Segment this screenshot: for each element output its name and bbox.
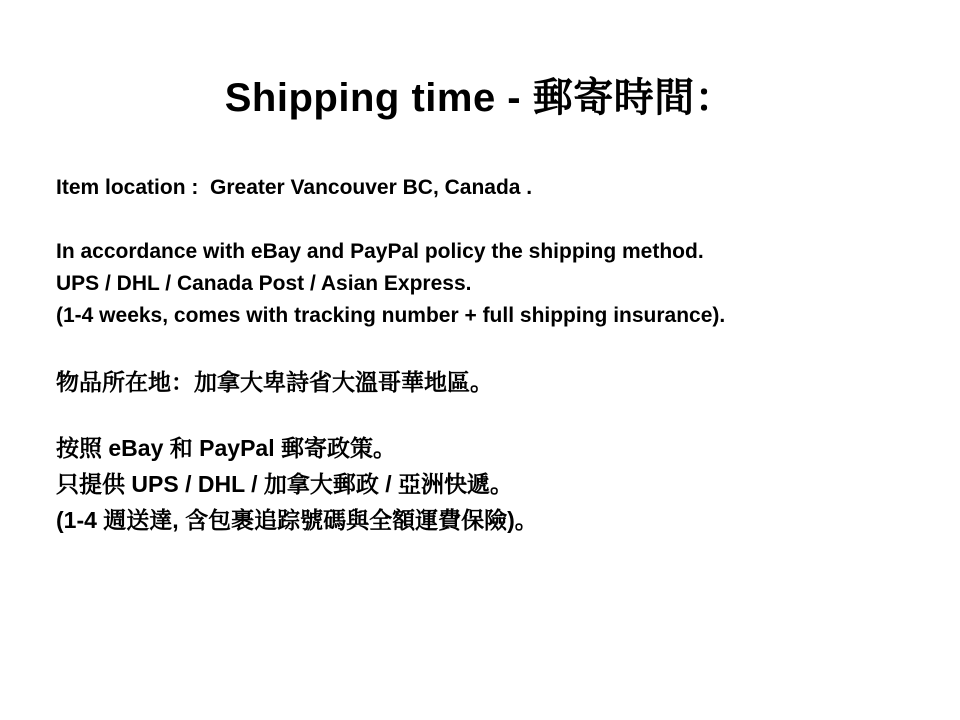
text-line-policy-en: In accordance with eBay and PayPal policy the shipping method. [56, 240, 704, 263]
line-spacer [56, 400, 916, 430]
line-spacer [56, 332, 916, 364]
page-title: Shipping time - 郵寄時間： [224, 76, 736, 120]
slide-body [56, 172, 916, 538]
text-line-carriers-en: UPS / DHL / Canada Post / Asian Express. [56, 272, 472, 295]
line-spacer [56, 204, 916, 236]
text-line-carriers-zh: 只提供 UPS / DHL / 加拿大郵政 / 亞洲快遞。 [56, 471, 514, 497]
text-line-item-location-zh: 物品所在地：加拿大卑詩省大溫哥華地區。 [56, 369, 493, 395]
text-line-policy-zh: 按照 eBay 和 PayPal 郵寄政策。 [56, 435, 396, 461]
text-line-delivery-en: (1-4 weeks, comes with tracking number + full shipping insurance). [56, 304, 726, 327]
text-line-item-location-en: Item location : Greater Vancouver BC, Canada . [56, 176, 533, 199]
text-line-delivery-zh: (1-4 週送達, 含包裹追踪號碼與全額運費保險)。 [56, 507, 538, 533]
